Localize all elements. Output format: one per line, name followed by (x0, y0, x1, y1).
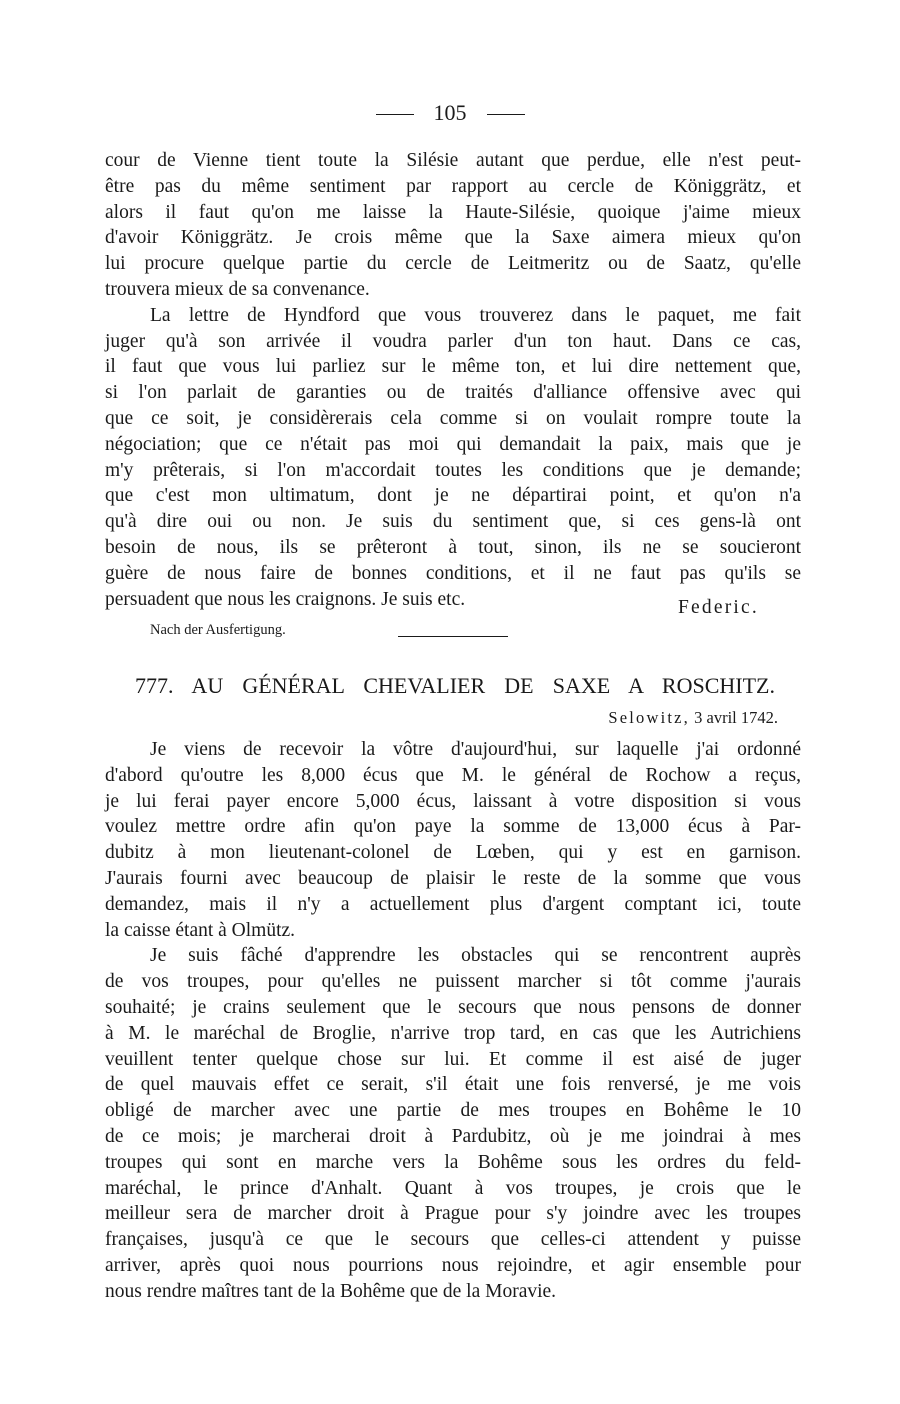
paragraph (105, 148, 801, 303)
text-line: d'abord qu'outre les 8,000 écus que M. le général de Rochow a reçus, (105, 764, 801, 786)
text-line: que ce soit, je considèrerais cela comme si on voulait rompre toute la (105, 407, 801, 429)
text-line: à M. le maréchal de Broglie, n'arrive trop tard, en cas que les Autrichiens (105, 1022, 801, 1044)
signature: Federic. (678, 597, 759, 618)
text-line: alors il faut qu'on me laisse la Haute-Silésie, quoique j'aime mieux (105, 201, 801, 223)
text-line: veuillent tenter quelque chose sur lui. Et comme il est aisé de juger (105, 1048, 801, 1070)
text-line: nous rendre maîtres tant de la Bohême que de la Moravie. (105, 1280, 557, 1302)
page-header (0, 100, 900, 126)
paragraph (105, 943, 801, 1304)
text-line: besoin de nous, ils se prêteront à tout, sinon, ils ne se soucieront (105, 536, 801, 558)
letter-body (105, 737, 801, 1305)
source-note: Nach der Ausfertigung. (150, 622, 286, 638)
text-line: dubitz à mon lieutenant-colonel de Lœben, qui y est en garnison. (105, 842, 801, 864)
header-rule-right (487, 114, 525, 115)
text-line: maréchal, le prince d'Anhalt. Quant à vos troupes, je crois que le (105, 1177, 801, 1199)
text-line: de ce mois; je marcherai droit à Pardubitz, où je me joindrai à mes (105, 1125, 801, 1147)
page-number: 105 (433, 100, 467, 125)
header-rule-left (376, 114, 414, 115)
text-line: La lettre de Hyndford que vous trouverez dans le paquet, me fait (150, 304, 801, 326)
dateline-date: 3 avril 1742. (694, 708, 778, 727)
dateline (608, 707, 778, 729)
text-line: de vos troupes, pour qu'elles ne puissent marcher si tôt comme j'aurais (105, 971, 801, 993)
text-line: si l'on parlait de garanties ou de traités d'alliance offensive avec qui (105, 382, 801, 404)
text-line: de quel mauvais effet ce serait, s'il était une fois renversé, je me vois (105, 1074, 801, 1096)
text-line: guère de nous faire de bonnes conditions, et il ne faut pas qu'ils se (105, 562, 801, 584)
text-line: être pas du même sentiment par rapport au cercle de Königgrätz, et (105, 175, 801, 197)
text-line: françaises, jusqu'à ce que le secours que celles-ci attendent y puisse (105, 1229, 801, 1251)
text-line: trouvera mieux de sa convenance. (105, 278, 370, 300)
text-line: J'aurais fourni avec beaucoup de plaisir le reste de la somme que vous (105, 867, 801, 889)
text-line: il faut que vous lui parliez sur le même ton, et lui dire nettement que, (105, 356, 801, 378)
letter-heading: 777. AU GÉNÉRAL CHEVALIER DE SAXE A ROSCHITZ. (135, 673, 775, 698)
text-line: troupes qui sont en marche vers la Bohême sous les ordres du feld- (105, 1151, 801, 1173)
text-line: d'avoir Königgrätz. Je crois même que la Saxe aimera mieux qu'on (105, 227, 801, 249)
text-line: Je viens de recevoir la vôtre d'aujourd'hui, sur laquelle j'ai ordonné (150, 739, 801, 760)
text-line: la caisse étant à Olmütz. (105, 919, 296, 941)
text-line: voulez mettre ordre afin qu'on paye la somme de 13,000 écus à Par- (105, 816, 801, 838)
text-line: persuadent que nous les craignons. Je suis etc. (105, 588, 466, 610)
text-line: que c'est mon ultimatum, dont je ne départirai point, et qu'on n'a (105, 485, 801, 507)
text-line: juger qu'à son arrivée il voudra parler d'un ton haut. Dans ce cas, (105, 330, 801, 352)
text-line: qu'à dire oui ou non. Je suis du sentiment que, si ces gens-là ont (105, 511, 801, 533)
text-line: cour de Vienne tient toute la Silésie autant que perdue, elle n'est peut- (105, 150, 801, 171)
text-line: négociation; que ce n'était pas moi qui demandait la paix, mais que je (105, 433, 801, 455)
paragraph (105, 303, 801, 613)
text-line: souhaité; je crains seulement que le secours que nous pensons de donner (105, 996, 801, 1018)
text-line: meilleur sera de marcher droit à Prague pour s'y joindre avec les troupes (105, 1203, 801, 1225)
dateline-place: Selowitz, (608, 708, 690, 727)
text-line: je lui ferai payer encore 5,000 écus, laissant à votre disposition si vous (105, 790, 801, 812)
text-line: arriver, après quoi nous pourrions nous rejoindre, et agir ensemble pour (105, 1254, 801, 1276)
text-line: Je suis fâché d'apprendre les obstacles qui se rencontrent auprès (150, 945, 801, 967)
text-line: demandez, mais il n'y a actuellement plus d'argent comptant ici, toute (105, 893, 801, 915)
section-divider (398, 636, 508, 637)
previous-letter-ending (105, 148, 801, 612)
text-line: m'y prêterais, si l'on m'accordait toutes les conditions que je demande; (105, 459, 801, 481)
text-line: lui procure quelque partie du cercle de Leitmeritz ou de Saatz, qu'elle (105, 253, 801, 275)
text-line: obligé de marcher avec une partie de mes troupes en Bohême le 10 (105, 1100, 801, 1122)
paragraph (105, 737, 801, 943)
